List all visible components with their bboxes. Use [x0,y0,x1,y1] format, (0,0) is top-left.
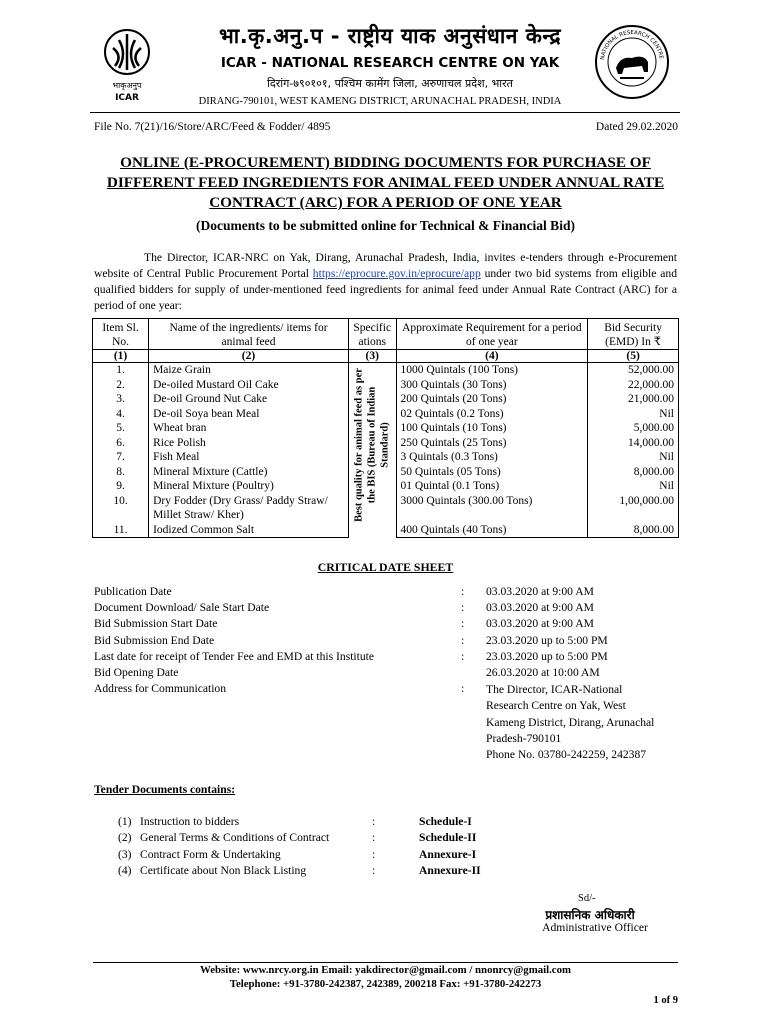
doc-schedule: Schedule-I [419,815,472,828]
header-emd: Bid Security (EMD) In ₹ [588,319,679,350]
date-row [94,650,694,666]
item-sl: 1. [93,363,149,378]
item-emd: 8,000.00 [588,465,679,480]
specification-wrap [349,363,395,526]
date-label: Last date for receipt of Tender Fee and EMD at this Institute [94,649,375,663]
item-emd: 14,000.00 [588,436,679,451]
list-item [118,815,618,831]
item-requirement: 3000 Quintals (300.00 Tons) [396,494,588,523]
item-requirement: 1000 Quintals (100 Tons) [396,363,588,378]
col-num: (2) [149,350,349,363]
item-emd: Nil [588,479,679,494]
address-line: Phone No. 03780-242259, 242387 [486,747,647,761]
date-value: 23.03.2020 up to 5:00 PM [486,633,608,647]
item-specification [348,363,396,538]
item-emd: 21,000.00 [588,392,679,407]
address-label: Address for Communication [94,682,227,696]
feed-items-table [92,318,679,538]
icar-logo [97,28,157,108]
item-requirement: 250 Quintals (25 Tons) [396,436,588,451]
item-requirement: 02 Quintals (0.2 Tons) [396,407,588,422]
address-line: Kameng District, Dirang, Arunachal [486,715,655,729]
item-requirement: 400 Quintals (40 Tons) [396,523,588,538]
doc-number: (4) [118,863,132,877]
doc-schedule: Annexure-I [419,847,477,861]
logo-hindi-text: भाकृअनुप [112,81,142,90]
item-requirement: 200 Quintals (20 Tons) [396,392,588,407]
date-colon: : [461,617,465,631]
col-num: (3) [348,350,396,363]
date-label: Bid Submission Start Date [94,617,218,631]
item-name: Fish Meal [149,450,349,465]
date-row [94,634,694,650]
item-emd: Nil [588,450,679,465]
item-sl: 2. [93,378,149,393]
item-sl: 6. [93,436,149,451]
logo-text: ICAR [115,93,139,103]
table-row [93,363,679,378]
header-divider [90,112,680,113]
specification-text: Best quality for animal feed as per the BIS (Bureau of Indian Standard) [353,368,391,522]
item-name: Wheat bran [149,421,349,436]
item-name: Mineral Mixture (Cattle) [149,465,349,480]
header-sl: Item Sl. No. [93,319,149,350]
doc-colon: : [372,815,376,828]
item-emd: 22,000.00 [588,378,679,393]
table-header-row [93,319,679,350]
item-requirement: 01 Quintal (0.1 Tons) [396,479,588,494]
document-date: Dated 29.02.2020 [595,121,678,133]
item-name: Dry Fodder (Dry Grass/ Paddy Straw/ Millet Straw/ Kher) [149,494,349,523]
list-item [118,864,618,880]
tender-docs-list [118,815,618,880]
seal-text: NATIONAL RESEARCH CENTRE [600,29,664,61]
footer-divider [93,962,678,963]
document-title: ONLINE (E-PROCUREMENT) BIDDING DOCUMENTS FOR PURCHASE OF DIFFERENT FEED INGREDIENTS FOR ANIMAL FEED UNDER ANNUAL RATE CONTRACT (ARC) FOR A PERIOD OF ONE YEAR [106,154,665,211]
item-emd: 5,000.00 [588,421,679,436]
item-name: Mineral Mixture (Poultry) [149,479,349,494]
intro-text-2: under two bid systems from eligible and qualified bidders for supply of under-mentioned feed ingredients for animal feed under Annual Rate Contract (ARC) for a period of one year: [94,267,677,312]
doc-number: (2) [118,831,132,845]
doc-name: Instruction to bidders [140,815,240,828]
item-sl: 7. [93,450,149,465]
address-line: Pradesh-790101 [486,731,562,745]
doc-name: Contract Form & Undertaking [140,847,281,861]
address-value [486,682,686,763]
item-requirement: 300 Quintals (30 Tons) [396,378,588,393]
intro-text-1: The Director, ICAR-NRC on Yak, Dirang, Arunachal Pradesh, India, invites e-tenders through e-Procurement website of Central Public Procurement Portal [94,251,677,280]
item-sl: 9. [93,479,149,494]
date-value: 03.03.2020 at 9:00 AM [486,585,594,598]
date-label: Document Download/ Sale Start Date [94,601,270,615]
header-hindi-title: भा.कृ.अनु.प - राष्ट्रीय याक अनुसंधान केन्द्र [219,24,561,48]
date-value: 03.03.2020 at 9:00 AM [486,601,594,615]
signature-hindi: प्रशासनिक अधिकारी [545,908,635,922]
item-requirement: 100 Quintals (10 Tons) [396,421,588,436]
header-spec: Specific ations [348,319,396,350]
date-label: Bid Submission End Date [94,633,215,647]
date-value: 26.03.2020 at 10:00 AM [486,665,600,679]
header-hindi-address: दिरांग-७९०१०१, पश्चिम कामेंग जिला, अरुणाचल प्रदेश, भारत [267,77,513,90]
doc-schedule: Annexure-II [419,863,481,877]
intro-paragraph [94,250,677,314]
item-sl: 3. [93,392,149,407]
item-sl: 11. [93,523,149,538]
item-emd: 8,000.00 [588,523,679,538]
date-row [94,585,694,601]
item-name: Iodized Common Salt [149,523,349,538]
date-label: Publication Date [94,585,172,598]
tender-docs-title: Tender Documents contains: [94,783,236,796]
document-subtitle: (Documents to be submitted online for Technical & Financial Bid) [196,218,575,233]
item-name: De-oiled Mustard Oil Cake [149,378,349,393]
doc-schedule: Schedule-II [419,831,477,845]
header-english-title: ICAR - NATIONAL RESEARCH CENTRE ON YAK [220,55,560,71]
doc-name: General Terms & Conditions of Contract [140,831,330,845]
doc-number: (3) [118,847,132,861]
item-sl: 10. [93,494,149,523]
signature-designation: Administrative Officer [542,921,648,934]
doc-colon: : [372,831,376,845]
item-requirement: 50 Quintals (05 Tons) [396,465,588,480]
date-row [94,617,694,633]
doc-colon: : [372,863,376,877]
item-emd: 52,000.00 [588,363,679,378]
footer-phone: Telephone: +91-3780-242387, 242389, 200218 Fax: +91-3780-242273 [229,978,542,990]
column-number-row [93,350,679,363]
address-colon: : [461,682,465,696]
col-num: (4) [396,350,588,363]
item-name: De-oil Soya bean Meal [149,407,349,422]
footer-contact: Website: www.nrcy.org.in Email: yakdirector@gmail.com / nnonrcy@gmail.com [200,964,571,976]
date-value: 03.03.2020 at 9:00 AM [486,617,594,631]
date-colon: : [461,633,465,647]
page-number: 1 of 9 [653,995,678,1006]
item-emd: Nil [588,407,679,422]
signature-sd: Sd/- [578,893,596,904]
date-colon: : [461,585,465,598]
list-item [118,848,618,864]
item-requirement: 3 Quintals (0.3 Tons) [396,450,588,465]
item-sl: 5. [93,421,149,436]
col-num: (5) [588,350,679,363]
item-name: De-oil Ground Nut Cake [149,392,349,407]
file-number: File No. 7(21)/16/Store/ARC/Feed & Fodder/ 4895 [94,121,331,133]
date-colon: : [461,649,465,663]
critical-date-title: CRITICAL DATE SHEET [317,560,454,574]
doc-name: Certificate about Non Black Listing [140,863,307,877]
date-colon: : [461,601,465,615]
date-row [94,666,694,682]
header-name: Name of the ingredients/ items for animal feed [149,319,349,350]
doc-colon: : [372,847,376,861]
list-item [118,831,618,847]
date-value: 23.03.2020 up to 5:00 PM [486,649,608,663]
eprocure-link[interactable]: https://eprocure.gov.in/eprocure/app [312,267,481,280]
item-name: Rice Polish [149,436,349,451]
date-row [94,601,694,617]
address-line: Research Centre on Yak, West [486,699,626,713]
critical-date-sheet [94,585,694,761]
col-num: (1) [93,350,149,363]
header-address: DIRANG-790101, WEST KAMENG DISTRICT, ARUNACHAL PRADESH, INDIA [198,96,562,107]
date-label: Bid Opening Date [94,665,179,679]
address-row [94,682,694,761]
address-line: The Director, ICAR-National [486,683,623,697]
doc-number: (1) [118,815,132,828]
item-sl: 8. [93,465,149,480]
header-req: Approximate Requirement for a period of one year [396,319,588,350]
item-sl: 4. [93,407,149,422]
item-name: Maize Grain [149,363,349,378]
item-emd: 1,00,000.00 [588,494,679,523]
nrc-yak-seal [592,22,672,102]
